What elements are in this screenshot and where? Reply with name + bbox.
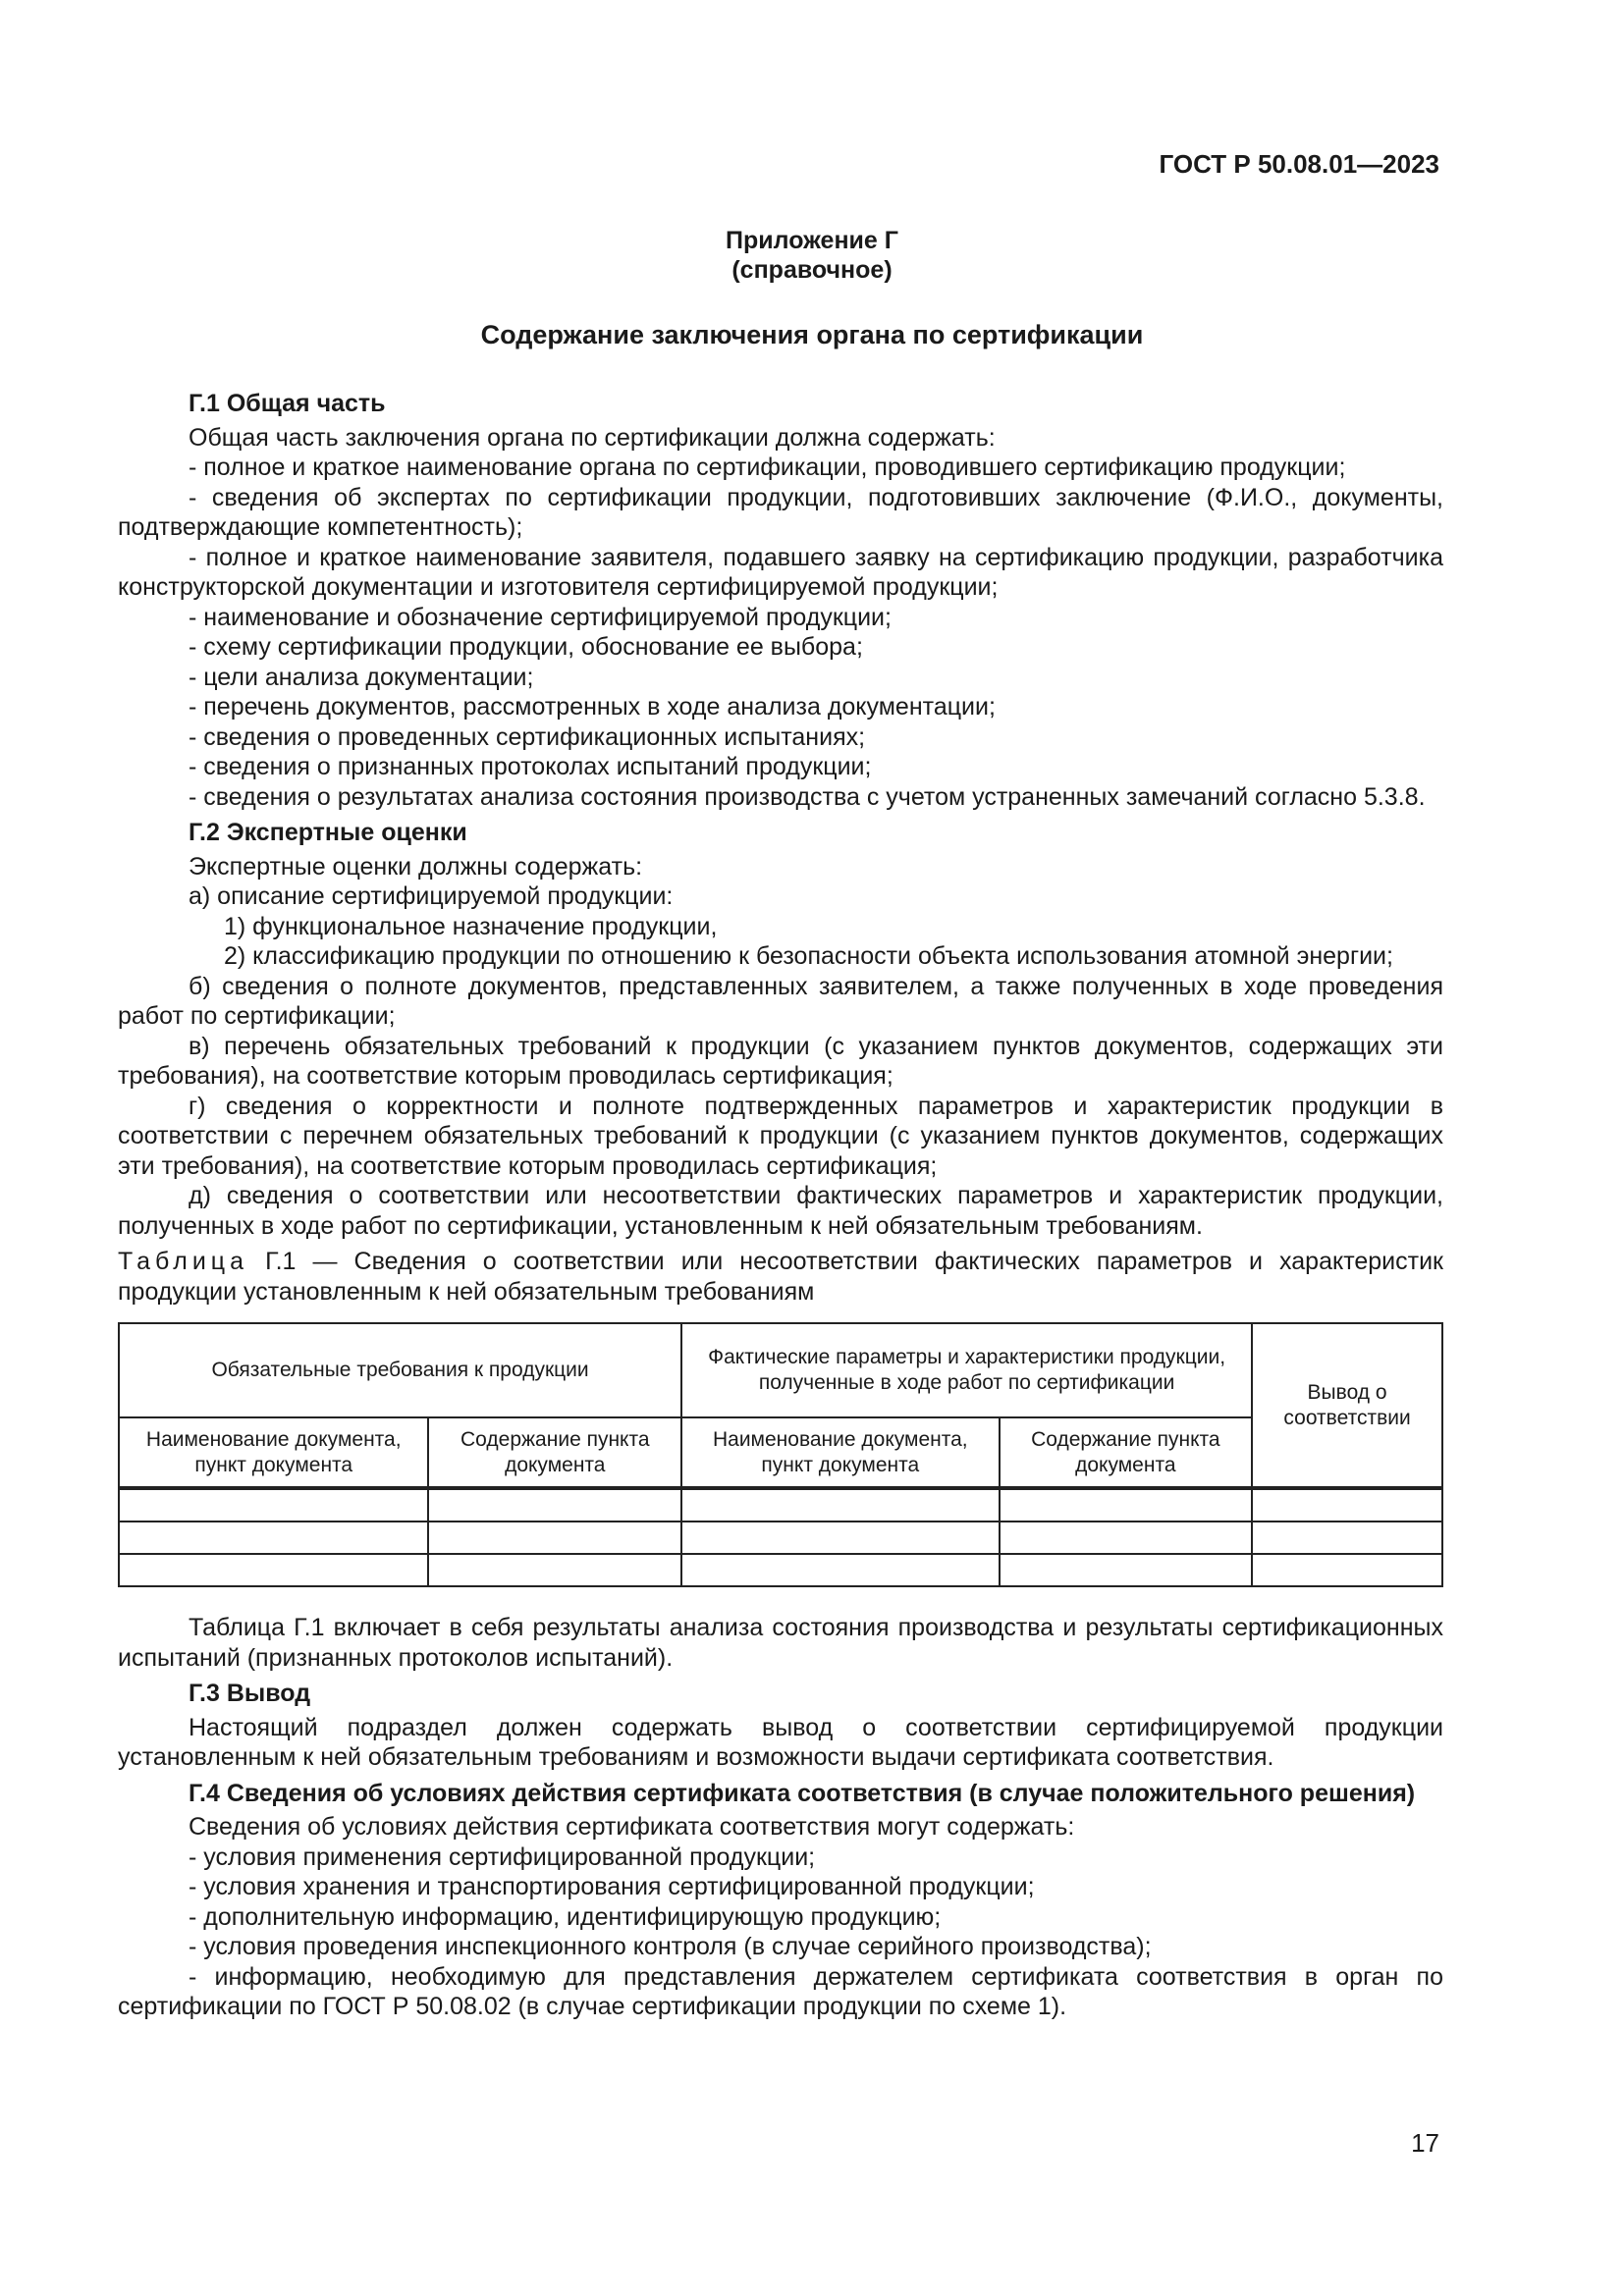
g1-item: - сведения об экспертах по сертификации продукции, подготовивших заключение (Ф.И.О., документы, подтверждающие компетентность); bbox=[118, 483, 1443, 541]
table-caption bbox=[118, 1247, 1443, 1307]
g1-item: - наименование и обозначение сертифицируемой продукции; bbox=[189, 603, 892, 631]
document-body bbox=[118, 383, 1443, 2022]
section-heading-g3: Г.3 Вывод bbox=[189, 1680, 311, 1707]
table-caption-text: Г.1 — Сведения о соответствии или несоответствии фактических параметров и характеристик продукции установленным к ней обязательным требованиям bbox=[118, 1248, 1443, 1306]
g1-item: - полное и краткое наименование органа по сертификации, проводившего сертификацию продукции; bbox=[189, 454, 1346, 481]
section-heading-g4: Г.4 Сведения об условиях действия сертификата соответствия (в случае положительного решения) bbox=[189, 1779, 1416, 1807]
g4-item: - условия хранения и транспортирования сертифицированной продукции; bbox=[189, 1873, 1035, 1900]
g1-item: - перечень документов, рассмотренных в ходе анализа документации; bbox=[189, 693, 996, 721]
g1-item: - сведения о результатах анализа состояния производства с учетом устраненных замечаний согласно 5.3.8. bbox=[189, 782, 1426, 811]
appendix-subtitle: (справочное) bbox=[731, 256, 893, 284]
header-actual: Фактические параметры и характеристики продукции, полученные в ходе работ по сертификации bbox=[681, 1323, 1252, 1417]
table-g1 bbox=[118, 1322, 1443, 1587]
g4-item: - условия применения сертифицированной продукции; bbox=[189, 1842, 816, 1871]
page-number: 17 bbox=[1411, 2128, 1439, 2158]
g2-item-a2: 2) классификацию продукции по отношению к безопасности объекта использования атомной энергии; bbox=[224, 942, 1393, 970]
g1-item: - сведения о признанных протоколах испытаний продукции; bbox=[189, 753, 872, 780]
g3-text: Настоящий подраздел должен содержать вывод о соответствии сертифицируемой продукции установленным к ней обязательным требованиям и возможности выдачи сертификата соответствия. bbox=[118, 1713, 1443, 1771]
appendix-title: Приложение Г bbox=[726, 227, 898, 254]
subheader-item-content: Содержание пункта документа bbox=[428, 1417, 681, 1488]
g1-intro: Общая часть заключения органа по сертификации должна содержать: bbox=[189, 423, 996, 452]
g2-item-v: в) перечень обязательных требований к продукции (с указанием пунктов документов, содержащих эти требования), на соответствие которым проводилась сертификация; bbox=[118, 1032, 1443, 1090]
table-note: Таблица Г.1 включает в себя результаты анализа состояния производства и результаты сертификационных испытаний (признанных протоколов испытаний). bbox=[118, 1614, 1443, 1672]
g1-item: - сведения о проведенных сертификационных испытаниях; bbox=[189, 722, 866, 751]
subheader-doc-name: Наименование документа, пункт документа bbox=[119, 1417, 428, 1488]
section-heading-g2: Г.2 Экспертные оценки bbox=[189, 819, 467, 846]
g1-item: - цели анализа документации; bbox=[189, 663, 534, 691]
g4-item: - дополнительную информацию, идентифицирующую продукцию; bbox=[189, 1902, 942, 1931]
g4-item: - условия проведения инспекционного контроля (в случае серийного производства); bbox=[189, 1933, 1152, 1960]
g2-intro: Экспертные оценки должны содержать: bbox=[189, 852, 643, 881]
g2-item-a1: 1) функциональное назначение продукции, bbox=[224, 912, 718, 940]
g4-item: - информацию, необходимую для представления держателем сертификата соответствия в орган по сертификации по ГОСТ Р 50.08.02 (в случае сертификации продукции по схеме 1). bbox=[118, 1962, 1443, 2020]
g2-item-a: а) описание сертифицируемой продукции: bbox=[189, 882, 674, 910]
header-conclusion: Вывод о соответствии bbox=[1252, 1323, 1442, 1488]
table-row bbox=[119, 1522, 1442, 1554]
standard-designation: ГОСТ Р 50.08.01—2023 bbox=[1159, 149, 1439, 179]
subheader-item-content: Содержание пункта документа bbox=[1000, 1417, 1253, 1488]
section-heading-g1: Г.1 Общая часть bbox=[189, 390, 386, 417]
g2-item-b: б) сведения о полноте документов, представленных заявителем, а также полученных в ходе проведения работ по сертификации; bbox=[118, 972, 1443, 1030]
g4-intro: Сведения об условиях действия сертификата соответствия могут содержать: bbox=[189, 1813, 1075, 1841]
subheader-doc-name: Наименование документа, пункт документа bbox=[681, 1417, 999, 1488]
table-row bbox=[119, 1554, 1442, 1586]
g2-item-g: г) сведения о корректности и полноте подтвержденных параметров и характеристик продукции в соответствии с перечнем обязательных требований к продукции (с указанием пунктов документов, содержащих эти требования), на соответствие которым проводилась сертификация; bbox=[118, 1092, 1443, 1180]
table-caption-label: Таблица bbox=[118, 1248, 249, 1275]
table-row bbox=[119, 1488, 1442, 1522]
g2-item-d: д) сведения о соответствии или несоответствии фактических параметров и характеристик продукции, полученных в ходе работ по сертификации, установленным к ней обязательным требованиям. bbox=[118, 1182, 1443, 1240]
g1-item: - полное и краткое наименование заявителя, подавшего заявку на сертификацию продукции, разработчика конструкторской документации и изготовителя сертифицируемой продукции; bbox=[118, 543, 1443, 601]
header-required: Обязательные требования к продукции bbox=[119, 1323, 681, 1417]
appendix-heading: Содержание заключения органа по сертификации bbox=[480, 320, 1144, 349]
g1-item: - схему сертификации продукции, обоснование ее выбора; bbox=[189, 633, 863, 661]
